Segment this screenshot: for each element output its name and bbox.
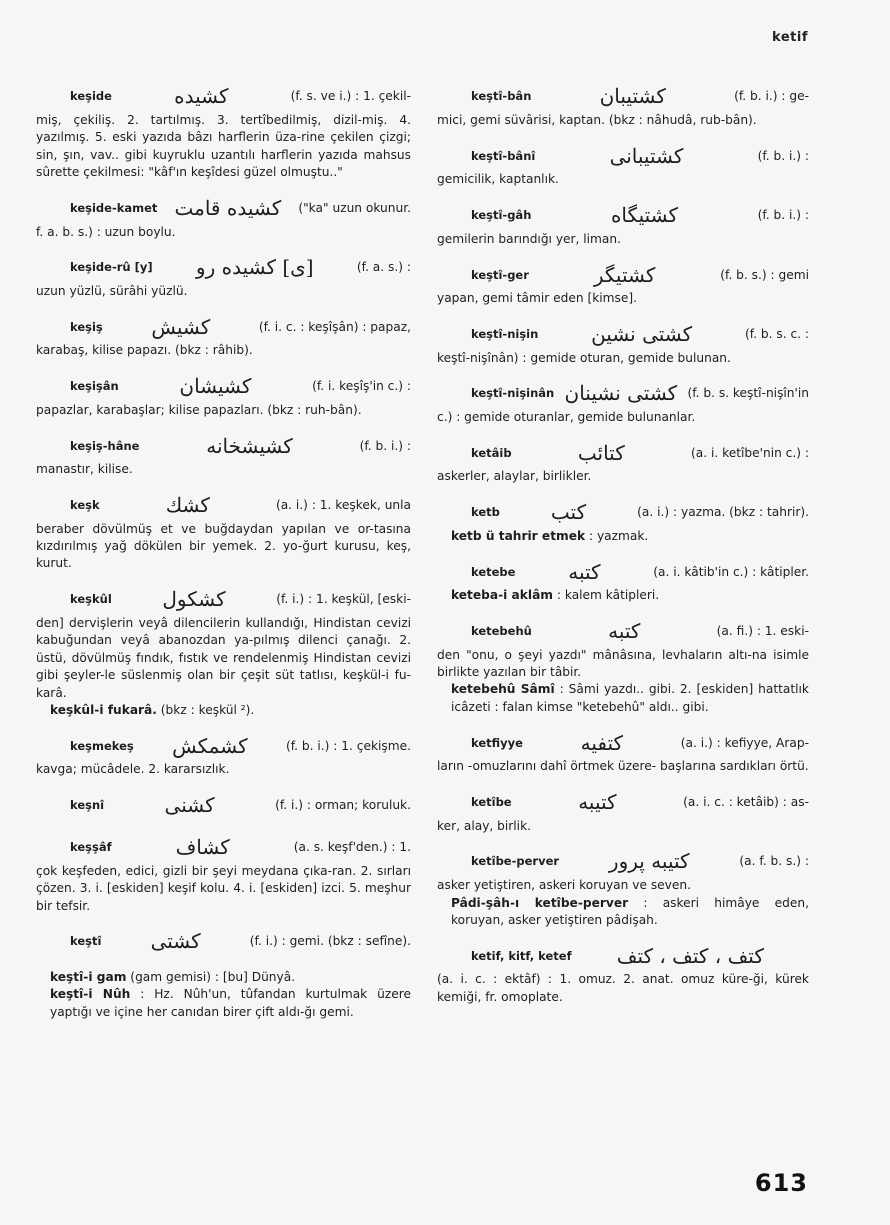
headword-line [36,731,411,761]
grammar-note: (f. b. s. c. : [744,326,809,341]
headword-line [437,941,809,971]
headword-line [36,431,411,461]
headword: keşkûl [70,592,112,607]
dictionary-entry [36,491,411,573]
headword: keştî-bân [471,89,532,104]
running-head: ketif [772,30,808,45]
sub-entry-term: keteba-i aklâm [451,588,553,603]
definition-text: askerler, alaylar, birlikler. [437,469,592,484]
arabic-script: كتائب [577,440,625,465]
arabic-script: كشيشخانه [206,433,293,458]
definition-text: gemilerin barındığı yer, liman. [437,231,621,246]
headword: ketif, kitf, ketef [471,948,572,963]
sub-entry-definition: : kalem kâtipleri. [553,588,660,603]
headword: keştî [70,934,102,949]
headword: keşide-kamet [70,200,158,215]
dictionary-entry [36,82,411,182]
grammar-note: (a. i.) : 1. keşkek, unla [275,497,411,512]
dictionary-entry [437,379,809,426]
grammar-note: (f. i. c. : keşîşân) : papaz, [258,319,411,334]
arabic-script: كشنى [164,793,215,818]
dictionary-entry [36,833,411,915]
headword-line [437,617,809,647]
headword-line [36,312,411,342]
sub-entry-term: ketebehû Sâmî [451,682,555,697]
dictionary-entry [36,372,411,419]
headword: keşşâf [70,840,112,855]
grammar-note: (f. b. s.) : gemi [720,267,809,282]
grammar-note: (f. b. i.) : [757,208,809,223]
dictionary-entry [36,927,411,957]
arabic-script: كشتيبان [599,84,666,109]
headword: keşişân [70,379,119,394]
grammar-note: (a. s. keşf'den.) : 1. [293,840,411,855]
grammar-note: (a. i. c. : ketâib) : as- [683,794,809,809]
headword: ketebehû [471,623,532,638]
headword-line [437,438,809,468]
headword-line [437,379,809,409]
left-column [36,82,411,1021]
definition-text: uzun yüzlü, sürâhi yüzlü. [36,284,188,299]
sub-entry-term: keşkûl-i fukarâ. [50,702,157,717]
arabic-script: كشتيگاه [610,203,679,228]
headword: ketebe [471,564,516,579]
arabic-script: كتبه [568,559,601,584]
arabic-script: كشكول [162,587,226,612]
headword-line [36,372,411,402]
headword-line [437,260,809,290]
dictionary-entry [36,791,411,821]
headword-line [36,82,411,112]
arabic-script: كشتيبانى [609,143,684,168]
headword-line [437,788,809,818]
definition-text: çok keşfeden, edici, gizli bir şeyi meydana çıka-ran. 2. sırları çözen. 3. i. [eskiden] keşif kolu. 4. i. [eskiden] izci. 5. meşhur bir tefsir. [36,863,411,913]
dictionary-entry [437,941,809,1006]
headword: ketâib [471,445,512,460]
sub-entry-term: ketb ü tahrir etmek [451,528,586,543]
headword-line [36,927,411,957]
definition-text: ker, alay, birlik. [437,818,532,833]
headword: keştî-ger [471,267,529,282]
sub-entry-definition: : askeri himâye eden, koruyan, asker yetiştiren pâdişah. [451,895,809,927]
headword: keştî-gâh [471,208,532,223]
grammar-note: (f. b. s. keştî-nişîn'in [687,386,809,401]
headword: keştî-bânî [471,148,536,163]
definition-text: ların -omuzlarını dahî örtmek üzere- başlarına sardıkları örtü. [437,759,809,774]
headword-line [437,201,809,231]
sub-entry-definition: (gam gemisi) : [bu] Dünyâ. [126,969,296,984]
arabic-script: كشيده [174,84,229,109]
dictionary-entry [437,438,809,485]
arabic-script: كتبه [608,618,641,643]
grammar-note: (f. b. i.) : ge- [734,89,809,104]
sub-entry-term: keştî-i gam [50,969,127,984]
grammar-note: ("ka" uzun okunur. [298,200,411,215]
headword-line [437,498,809,528]
dictionary-entry [36,312,411,359]
headword-line [36,253,411,283]
dictionary-entry [36,253,411,300]
arabic-script: كشيش [151,314,211,339]
arabic-script: كشتى [150,929,201,954]
headword-line [437,728,809,758]
arabic-script: كشاف [175,835,230,860]
arabic-script: كشتيگر [593,262,656,287]
definition-text: manastır, kilise. [36,462,133,477]
sub-entry-definition: : Hz. Nûh'un, tûfandan kurtulmak üzere yaptığı ve içine her canıdan birer çift aldı-ğı gemi. [50,987,411,1019]
dictionary-entry [437,201,809,248]
dictionary-entry [36,431,411,478]
grammar-note: (a. f. b. s.) : [739,854,809,869]
headword: ketîbe [471,794,512,809]
dictionary-entry [437,82,809,129]
headword: keşiş [70,319,103,334]
dictionary-entry [437,788,809,835]
definition-text: papazlar, karabaşlar; kilise papazları. (bkz : ruh-bân). [36,402,362,417]
grammar-note: (f. i.) : orman; koruluk. [275,798,411,813]
arabic-script: كشيشان [179,374,252,399]
sub-entry-definition: (bkz : keşkül ²). [156,702,255,717]
arabic-script: كتيبه [578,789,617,814]
dictionary-entry [437,320,809,367]
sub-entry [36,969,411,986]
grammar-note: (a. i. kâtib'in c.) : kâtipler. [653,564,809,579]
dictionary-entry [437,728,809,775]
grammar-note: (f. s. ve i.) : 1. çekil- [290,89,411,104]
definition-text: c.) : gemide oturanlar, gemide bulunanlar. [437,410,696,425]
headword-line [437,847,809,877]
arabic-script: كتفيه [580,730,624,755]
dictionary-entry [437,260,809,307]
headword: keşide-rû [y] [70,260,153,275]
headword: ketb [471,505,500,520]
definition-text: beraber dövülmüş et ve buğdaydan yapılan ve or-tasına kızdırılmış yağ dökülen bir yemek. 2. yo-ğurt kurusu, keş, kurut. [36,521,411,571]
grammar-note: (a. i.) : yazma. (bkz : tahrir). [637,505,809,520]
sub-entry [437,587,809,604]
sub-entry [437,895,809,930]
grammar-note: (f. b. i.) : [359,438,411,453]
grammar-note: (f. a. s.) : [356,260,411,275]
headword-line [437,82,809,112]
definition-text: gemicilik, kaptanlık. [437,172,559,187]
sub-entry [437,681,809,716]
headword: keşk [70,497,100,512]
dictionary-entry [437,847,809,929]
definition-text: miş, çekiliş. 2. tartılmış. 3. tertîbedilmiş, dizil-miş. 4. yazılmış. 5. eski yazıda bâzı harflerin üza-rine çekilen çizgi; sin, şın, vav.. gibi kuyruklu uzantılı harflerin yazıda mahsus sûrette çekilmesi: "kâf'ın keşîdesi güzel olmuştu.." [36,113,411,180]
grammar-note: (f. i.) : 1. keşkül, [eski- [276,592,411,607]
dictionary-entry [437,498,809,545]
arabic-script: كشك [165,492,210,517]
sub-entry-definition: : Sâmi yazdı.. gibi. 2. [eskiden] hattatlık icâzeti : falan kimse "ketebehû" aldı.. gibi. [451,682,809,714]
definition-text: kavga; mücâdele. 2. kararsızlık. [36,762,230,777]
headword: keştî-nişin [471,326,539,341]
arabic-script: كشتى نشينان [564,381,678,406]
arabic-script: كشمكش [172,733,248,758]
definition-text: mici, gemi süvârisi, kaptan. (bkz : nâhudâ, rub-bân). [437,113,757,127]
dictionary-entry [36,585,411,719]
headword-line [36,194,411,224]
dictionary-entry [36,731,411,778]
definition-text: karabaş, kilise papazı. (bkz : râhib). [36,343,253,358]
headword: ketfiyye [471,735,523,750]
grammar-note: (a. fi.) : 1. eski- [716,623,809,638]
headword-line [36,491,411,521]
definition-text: asker yetiştiren, askeri koruyan ve seven. [437,878,691,893]
headword-line [437,141,809,171]
dictionary-entry [437,557,809,604]
dictionary-entry [437,141,809,188]
sub-entry-term: keştî-i Nûh [50,987,131,1002]
headword: ketîbe-perver [471,854,560,869]
headword-line [36,791,411,821]
definition-text: den "onu, o şeyi yazdı" mânâsına, levhaların altı-na isimle birlikte yazılan bir tâbir. [437,647,809,680]
headword: keştî-nişinân [471,386,555,401]
definition-text: keştî-nişînân) : gemide oturan, gemide bulunan. [437,350,731,365]
arabic-script: كشيده قامت [174,195,282,220]
grammar-note: (f. b. i.) : [757,148,809,163]
headword: keşiş-hâne [70,438,140,453]
grammar-note: (a. i. ketîbe'nin c.) : [691,445,809,460]
headword-line [437,320,809,350]
sub-entry-term: Pâdi-şâh-ı ketîbe-perver [451,895,629,910]
arabic-script: كشتى نشين [591,321,693,346]
right-column [437,82,809,1018]
sub-entry [36,986,411,1021]
sub-entry [437,528,809,545]
arabic-script: [ى] كشيده رو [195,255,314,280]
grammar-note: (f. i. keşîş'in c.) : [312,379,411,394]
sub-entry [36,702,411,719]
sub-entry-definition: : yazmak. [585,528,649,543]
grammar-note: (f. b. i.) : 1. çekişme. [286,738,411,753]
page-number: 613 [754,1169,808,1197]
dictionary-entry [36,194,411,241]
grammar-note: (a. i.) : kefiyye, Arap- [680,735,809,750]
headword-line [36,833,411,863]
arabic-script: كتيبه پرور [608,849,690,874]
definition-text: yapan, gemi tâmir eden [kimse]. [437,291,637,306]
arabic-script: كتف ، كتف ، كتف [616,943,764,968]
dictionary-entry [437,617,809,717]
headword: keşmekeş [70,738,134,753]
definition-text: f. a. b. s.) : uzun boylu. [36,224,176,239]
definition-text: den] dervişlerin veyâ dilencilerin kullandığı, Hindistan cevizi kabuğundan veyâ abanozdan ya-pılmış dilenci çanağı. 2. üstü, dövülmüş fındık, fıstık ve rendelenmiş Hindistan cevizi gibi şeyler-le süslenmiş olan bir çeşit süt tatlısı, keşkül-i fu-karâ. [36,615,411,700]
headword-line [437,557,809,587]
arabic-script: كتب [550,500,587,525]
headword: keşide [70,89,112,104]
headword: keşnî [70,798,105,813]
grammar-note: (f. i.) : gemi. (bkz : sefîne). [249,934,411,949]
definition-text: (a. i. c. : ektâf) : 1. omuz. 2. anat. omuz küre-ği, kürek kemiği, fr. omoplate. [437,972,809,1004]
headword-line [36,585,411,615]
